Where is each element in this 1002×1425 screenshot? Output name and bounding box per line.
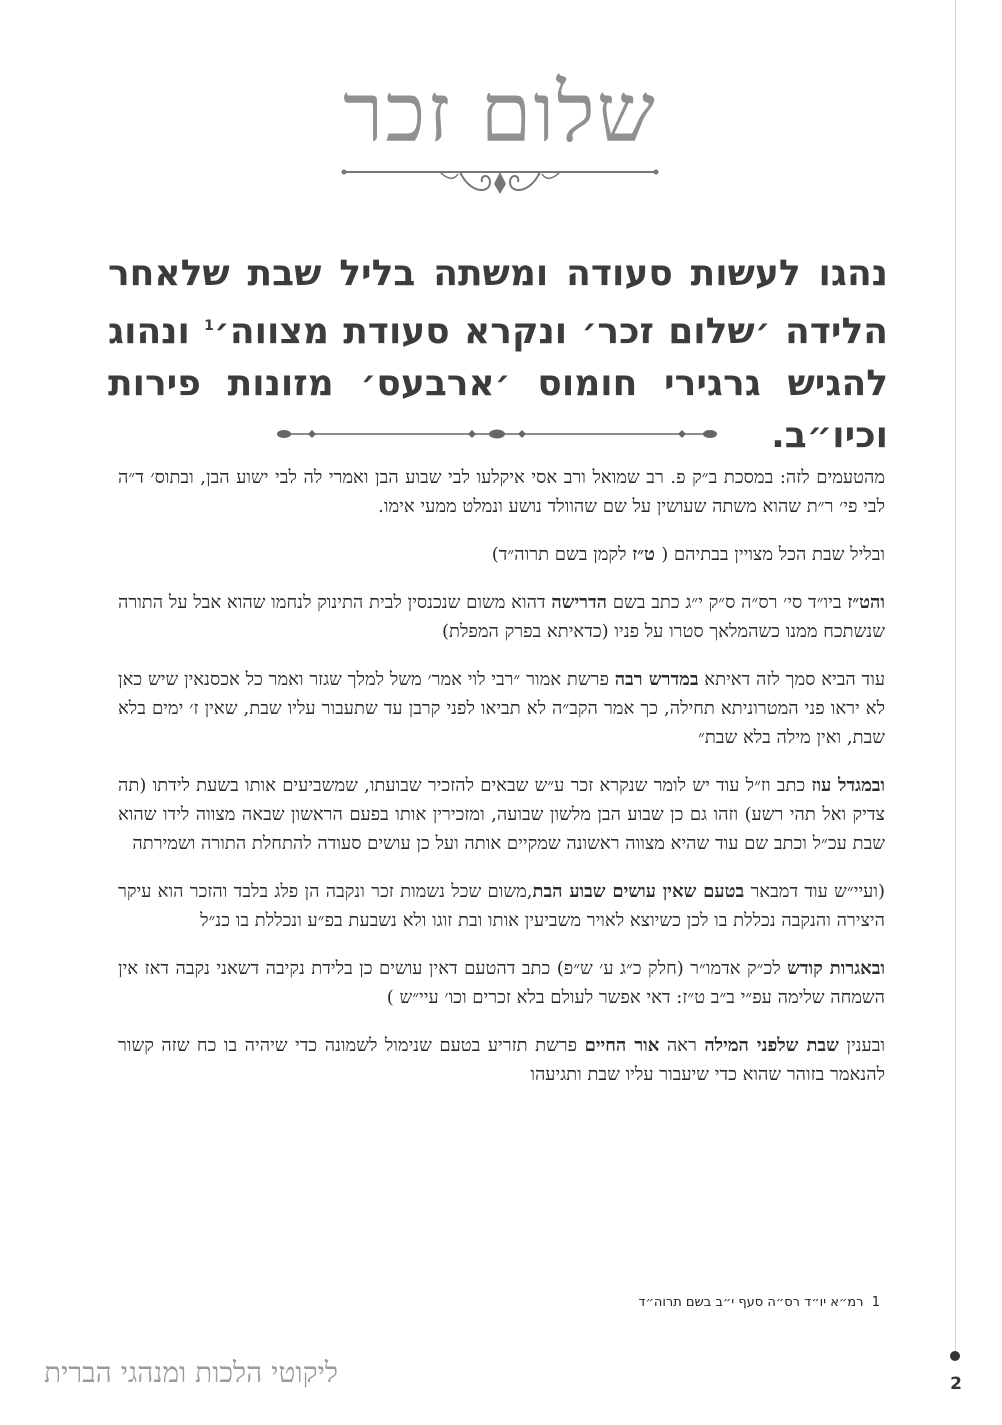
source-name: והט״ז [847, 592, 885, 613]
paragraph [118, 877, 885, 935]
source-name: בטעם שאין עושים שבוע הבת [532, 881, 745, 902]
paragraph [118, 463, 885, 521]
page-edge-dot [950, 1351, 960, 1361]
page-number: 2 [950, 1374, 962, 1394]
paragraph-text: ביו״ד סי׳ רס״ה ס״ק י״ג כתב בשם [607, 592, 848, 613]
dotted-divider-icon [272, 424, 722, 444]
flourish-ornament-icon [340, 160, 660, 200]
paragraph [118, 588, 885, 646]
paragraph-text: ובענין [838, 1035, 885, 1056]
paragraph [118, 954, 885, 1012]
paragraph-text: ,משום שכל נשמות זכר ונקבה הן פלג בלבד והזכר הוא עיקר היצירה והנקבה נכללת בו לכן כשיוצא לאויר משביעין אותו ובת זוגו ולא נשבעת בפ״ע ונכללת בו כנ״ל [118, 881, 885, 931]
source-name: ובאגרות קודש [787, 958, 885, 979]
intro-line: נהגו לעשות סעודה ומשתה בליל שבת שלאחר [108, 253, 888, 294]
paragraph [118, 665, 885, 752]
intro-line-text: ונהוג [108, 311, 205, 352]
paragraph-text: כתב וז״ל עוד יש לומר שנקרא זכר ע״ש שבאים להזכיר שבועתו, שמשביעים אותו בשעת לידתו (תה צדיק ואל תהי רשע) וזהו גם כן שבוע הבן מלשון שבועה, ומזכירין אותו בפעם הראשון שבאה מצווה לידו שהוא שבת עכ״ל וכתב שם עוד שהיא מצווה ראשונה שמקיים אותה ועל כן עושים סעודה להתחלת התורה ושמירתה [118, 775, 885, 854]
source-name: אור החיים [584, 1035, 660, 1056]
page-title: שלום זכר [343, 66, 657, 161]
running-footer-title: ליקוטי הלכות ומנהגי הברית [44, 1356, 338, 1389]
paragraph-text: לקמן בשם תרוה״ד) [491, 544, 633, 565]
page-edge-line [955, 0, 956, 1360]
paragraph [118, 1031, 885, 1089]
intro-line-text: הלידה ׳שלום זכר׳ ונקרא סעודת מצווה׳ [213, 311, 888, 352]
paragraph-text: ובליל שבת הכל מצויין בבתיהם ( [661, 544, 885, 565]
intro-line: להגיש גרגירי חומוס ׳ארבעס׳ מזונות פירות וכיו״ב. [108, 363, 888, 456]
body-text [118, 463, 885, 1108]
source-name: ובמגדל עוז [811, 775, 886, 796]
source-name: ט״ז [632, 544, 662, 565]
footnote-marker: 1 [204, 318, 214, 334]
paragraph-text: ראה [659, 1035, 705, 1056]
paragraph-text: מהטעמים לזה: במסכת ב״ק פ. רב שמואל ורב אסי איקלעו לבי שבוע הבן ואמרי לה לבי ישוע הבן, ובתוס׳ ד״ה לבי פי׳ ר״ת שהוא משתה שעושין על שם שהוולד נושע ונמלט ממעי אימו. [118, 467, 885, 517]
paragraph-text: עוד הביא סמך לזה דאיתא [698, 669, 886, 690]
paragraph [118, 771, 885, 858]
source-name: שבת שלפני המילה [704, 1035, 839, 1056]
footnote-number: 1 [871, 1295, 880, 1310]
paragraph [118, 540, 885, 569]
footnote-text: רמ״א יו״ד רס״ה סעף י״ב בשם תרוה״ד [638, 1295, 864, 1310]
source-name: במדרש רבה [614, 669, 699, 690]
paragraph-text: דהוא משום שנכנסין לבית התינוק לנחמו שהוא אבל על התורה שנשתכח ממנו כשהמלאך סטרו על פניו (כדאיתא בפרק המפלת) [118, 592, 885, 642]
source-name: הדרישה [551, 592, 608, 613]
paragraph-text: פרשת אמור ״רבי לוי אמר׳ משל למלך שגזר ואמר כל אכסנאין שיש כאן לא יראו פני המטרוניתא תחילה, כך אמר הקב״ה לא תביאו לפני קרבן עד שתעבור עליו שבת, שאין ז׳ ימים בלא שבת, ואין מילה בלא שבת״ [118, 669, 885, 748]
footnote [560, 1295, 880, 1310]
paragraph-text: לכ״ק אדמו״ר (חלק כ״ג ע׳ ש״פ) כתב דהטעם דאין עושים כן בלידת נקיבה דשאני נקבה דאז אין השמחה שלימה עפ״י ב״ב ט״ז: דאי אפשר לעולם בלא זכרים וכו׳ עיי״ש ) [118, 958, 885, 1008]
paragraph-text: פרשת תזריע בטעם שנימול לשמונה כדי שיהיה בו כח שזה קשור להנאמר בזוהר שהוא כדי שיעבור עליו שבת ותגיעהו [118, 1035, 885, 1085]
intro-line [108, 300, 888, 358]
paragraph-text: (ועיי״ש עוד דמבאר [744, 881, 885, 902]
